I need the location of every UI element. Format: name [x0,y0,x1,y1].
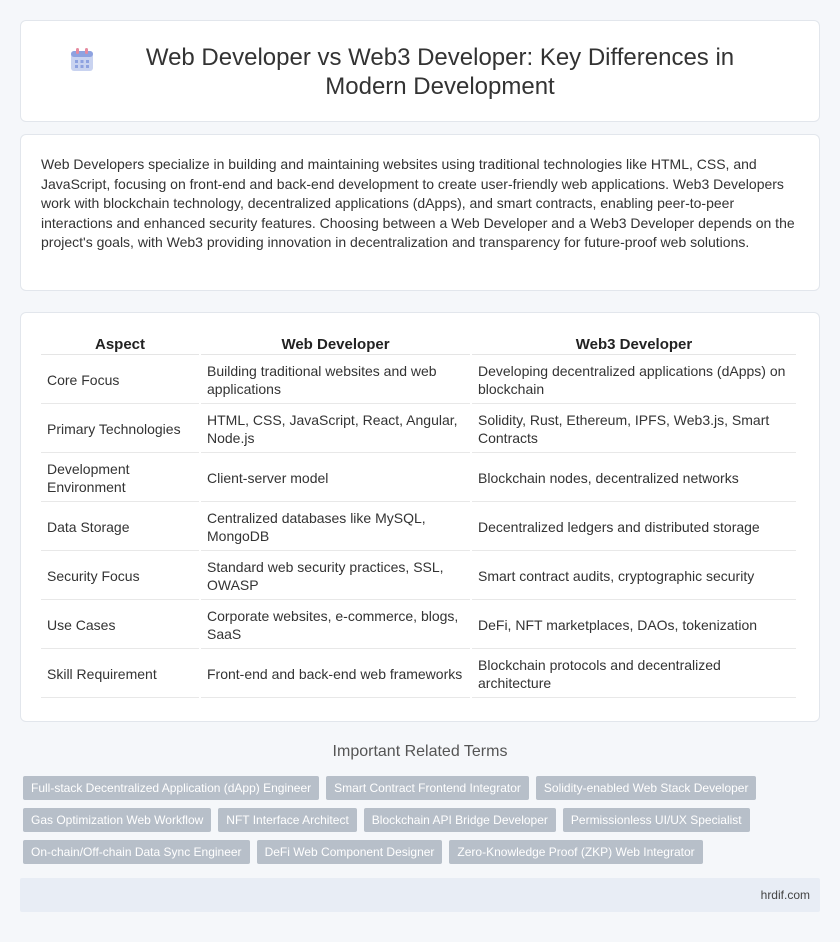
table-row [41,651,796,698]
header-web3-developer: Web3 Developer [472,332,796,355]
related-terms-list [23,776,803,872]
table-row [41,357,796,404]
intro-text: Web Developers specialize in building and maintaining websites using traditional technologies like HTML, CSS, and JavaScript, focusing on front-end and back-end development to create user-friendly web applications. Web3 Developers work with blockchain technology, decentralized applications (dApps), and smart contracts, enabling peer-to-peer interactions and enhanced security features. Choosing between a Web Developer and a Web3 Developer depends on the project's goals, with Web3 providing innovation in decentralization and transparency for future-proof web solutions. [41,156,795,250]
table-cell: Blockchain protocols and decentralized architecture [472,651,796,698]
footer [20,878,820,912]
table-cell: Use Cases [41,602,199,649]
table-cell: Data Storage [41,504,199,551]
header-card [20,20,820,122]
related-term-tag[interactable]: Permissionless UI/UX Specialist [563,808,750,832]
table-cell: Client-server model [201,455,470,502]
related-term-tag[interactable]: DeFi Web Component Designer [257,840,443,864]
table-cell: Core Focus [41,357,199,404]
table-cell: Developing decentralized applications (dApps) on blockchain [472,357,796,404]
related-term-tag[interactable]: NFT Interface Architect [218,808,357,832]
table-cell: Skill Requirement [41,651,199,698]
related-term-tag[interactable]: Gas Optimization Web Workflow [23,808,211,832]
table-cell: Building traditional websites and web applications [201,357,470,404]
table-cell: HTML, CSS, JavaScript, React, Angular, Node.js [201,406,470,453]
footer-site-link[interactable]: hrdif.com [760,888,810,902]
header-web-developer: Web Developer [201,332,470,355]
table-row [41,553,796,600]
table-cell: Corporate websites, e-commerce, blogs, SaaS [201,602,470,649]
related-term-tag[interactable]: Smart Contract Frontend Integrator [326,776,529,800]
table-cell: Smart contract audits, cryptographic security [472,553,796,600]
table-cell: Solidity, Rust, Ethereum, IPFS, Web3.js, Smart Contracts [472,406,796,453]
header-aspect: Aspect [41,332,199,355]
comparison-table-card [20,312,820,722]
related-term-tag[interactable]: Full-stack Decentralized Application (dApp) Engineer [23,776,319,800]
comparison-table [39,330,798,700]
table-row [41,406,796,453]
related-term-tag[interactable]: Zero-Knowledge Proof (ZKP) Web Integrator [449,840,702,864]
table-cell: Blockchain nodes, decentralized networks [472,455,796,502]
table-row [41,602,796,649]
table-row [41,455,796,502]
related-term-tag[interactable]: Solidity-enabled Web Stack Developer [536,776,757,800]
table-row [41,504,796,551]
table-cell: DeFi, NFT marketplaces, DAOs, tokenization [472,602,796,649]
table-cell: Centralized databases like MySQL, MongoDB [201,504,470,551]
table-cell: Security Focus [41,553,199,600]
related-terms-title: Important Related Terms [332,743,508,760]
table-cell: Front-end and back-end web frameworks [201,651,470,698]
table-cell: Decentralized ledgers and distributed storage [472,504,796,551]
page-title: Web Developer vs Web3 Developer: Key Differences in Modern Development [145,44,735,100]
table-cell: Development Environment [41,455,199,502]
related-term-tag[interactable]: On-chain/Off-chain Data Sync Engineer [23,840,250,864]
table-cell: Standard web security practices, SSL, OWASP [201,553,470,600]
intro-card [20,134,820,291]
table-cell: Primary Technologies [41,406,199,453]
related-term-tag[interactable]: Blockchain API Bridge Developer [364,808,556,832]
table-header-row [41,332,796,355]
